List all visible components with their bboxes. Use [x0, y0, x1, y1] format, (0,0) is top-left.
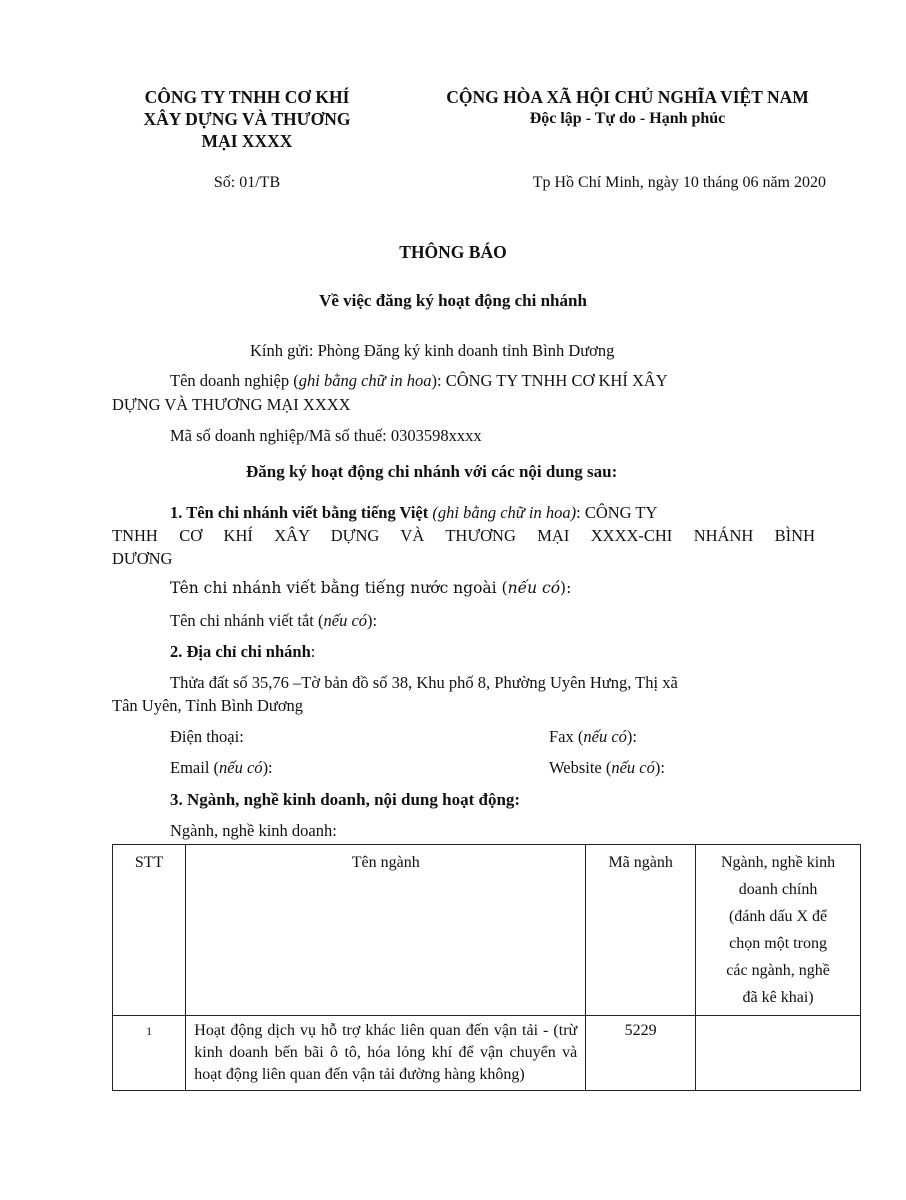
section-1-label: 1. Tên chi nhánh viết bằng tiếng Việt: [170, 503, 429, 522]
section-1-note: (ghi bằng chữ in hoa): [428, 503, 577, 522]
subject-line: Về việc đăng ký hoạt động chi nhánh: [319, 291, 587, 310]
email-label: Email (: [170, 758, 220, 777]
address-line-2: Tân Uyên, Tỉnh Bình Dương: [112, 696, 304, 715]
website-label: Website (: [549, 758, 612, 777]
section-2-label: 2. Địa chỉ chi nhánh: [170, 642, 311, 661]
foreign-name-line: [170, 577, 571, 599]
date-line: Tp Hồ Chí Minh, ngày 10 tháng 06 năm 2020: [532, 174, 826, 191]
company-line-3: MẠI XXXX: [201, 131, 293, 151]
section-1-value: : CÔNG TY: [576, 503, 658, 522]
company-line-2: XÂY DỰNG VÀ THƯƠNG: [143, 109, 351, 129]
website-note: nếu có: [611, 758, 655, 777]
page-title: THÔNG BÁO: [399, 242, 507, 262]
recipient-line: Kính gửi: Phòng Đăng ký kinh doanh tỉnh Bình Dương: [250, 341, 615, 360]
address-line-1: Thửa đất số 35,76 –Tờ bản đồ số 38, Khu phố 8, Phường Uyên Hưng, Thị xã: [170, 673, 678, 692]
section-intro: Đăng ký hoạt động chi nhánh với các nội dung sau:: [246, 462, 618, 481]
section-1-heading: [170, 502, 822, 524]
fax-line: [549, 726, 637, 748]
company-name-note: ghi bằng chữ in hoa: [298, 371, 432, 390]
header-name: Tên ngành: [186, 845, 586, 1016]
email-line: [170, 757, 273, 779]
header-main-line: chọn một trong: [729, 935, 827, 952]
fax-label: Fax (: [549, 727, 584, 746]
phone-line: Điện thoại:: [170, 727, 244, 746]
header-main-line: các ngành, nghề: [726, 962, 830, 979]
fax-end: ):: [626, 727, 637, 746]
company-line-1: CÔNG TY TNHH CƠ KHÍ: [144, 87, 350, 107]
section-2-colon: :: [310, 642, 316, 661]
company-header: [112, 86, 382, 152]
row-main: [696, 1016, 861, 1091]
fax-note: nếu có: [583, 727, 627, 746]
nation-header: [405, 86, 850, 130]
section-1-line-3: DƯƠNG: [112, 549, 173, 568]
motto: Độc lập - Tự do - Hạnh phúc: [529, 110, 726, 127]
section-1-line-2: TNHH CƠ KHÍ XÂY DỰNG VÀ THƯƠNG MẠI XXXX-CHI NHÁNH BÌNH: [112, 526, 815, 545]
table-header-row: [113, 845, 861, 1016]
nation-title: CỘNG HÒA XÃ HỘI CHỦ NGHĨA VIỆT NAM: [446, 87, 809, 107]
short-name-label: Tên chi nhánh viết tắt (: [170, 611, 324, 630]
section-3-subheading: Ngành, nghề kinh doanh:: [170, 821, 337, 840]
table-row: [113, 1016, 861, 1091]
company-name-line-2: DỰNG VÀ THƯƠNG MẠI XXXX: [112, 395, 351, 414]
short-name-note: nếu có: [323, 611, 368, 630]
business-lines-table: [112, 844, 861, 1091]
document-number: Số: 01/TB: [213, 174, 281, 191]
company-name-label: Tên doanh nghiệp (: [170, 371, 299, 390]
company-name-value: ): CÔNG TY TNHH CƠ KHÍ XÂY: [431, 371, 668, 390]
row-name: Hoạt động dịch vụ hỗ trợ khác liên quan đến vận tải - (trừ kinh doanh bến bãi ô tô, hóa lỏng khí để vận chuyển và hoạt động liên quan đến vận tải đường hàng không): [186, 1016, 586, 1091]
section-3-heading: 3. Ngành, nghề kinh doanh, nội dung hoạt động:: [170, 790, 521, 809]
website-line: [549, 757, 665, 779]
tax-code-line: Mã số doanh nghiệp/Mã số thuế: 0303598xxxx: [170, 426, 482, 445]
header-main-line: đã kê khai): [742, 989, 814, 1006]
short-name-line: [170, 610, 377, 632]
row-code: 5229: [586, 1016, 696, 1091]
foreign-name-label: Tên chi nhánh viết bằng tiếng nước ngoài (: [170, 579, 508, 597]
header-main: [696, 845, 861, 1016]
foreign-name-end: ):: [560, 579, 572, 597]
section-2-heading: [170, 641, 315, 663]
short-name-end: ):: [367, 611, 378, 630]
header-main-line: doanh chính: [738, 881, 818, 898]
website-end: ):: [654, 758, 665, 777]
header-stt: STT: [113, 845, 186, 1016]
header-code: Mã ngành: [586, 845, 696, 1016]
foreign-name-note: nếu có: [507, 579, 561, 597]
row-stt: 1: [113, 1016, 186, 1091]
header-main-line: Ngành, nghề kinh: [720, 854, 836, 871]
email-end: ):: [262, 758, 273, 777]
company-name-line: [170, 370, 822, 392]
email-note: nếu có: [219, 758, 263, 777]
header-main-line: (đánh dấu X để: [728, 908, 828, 925]
